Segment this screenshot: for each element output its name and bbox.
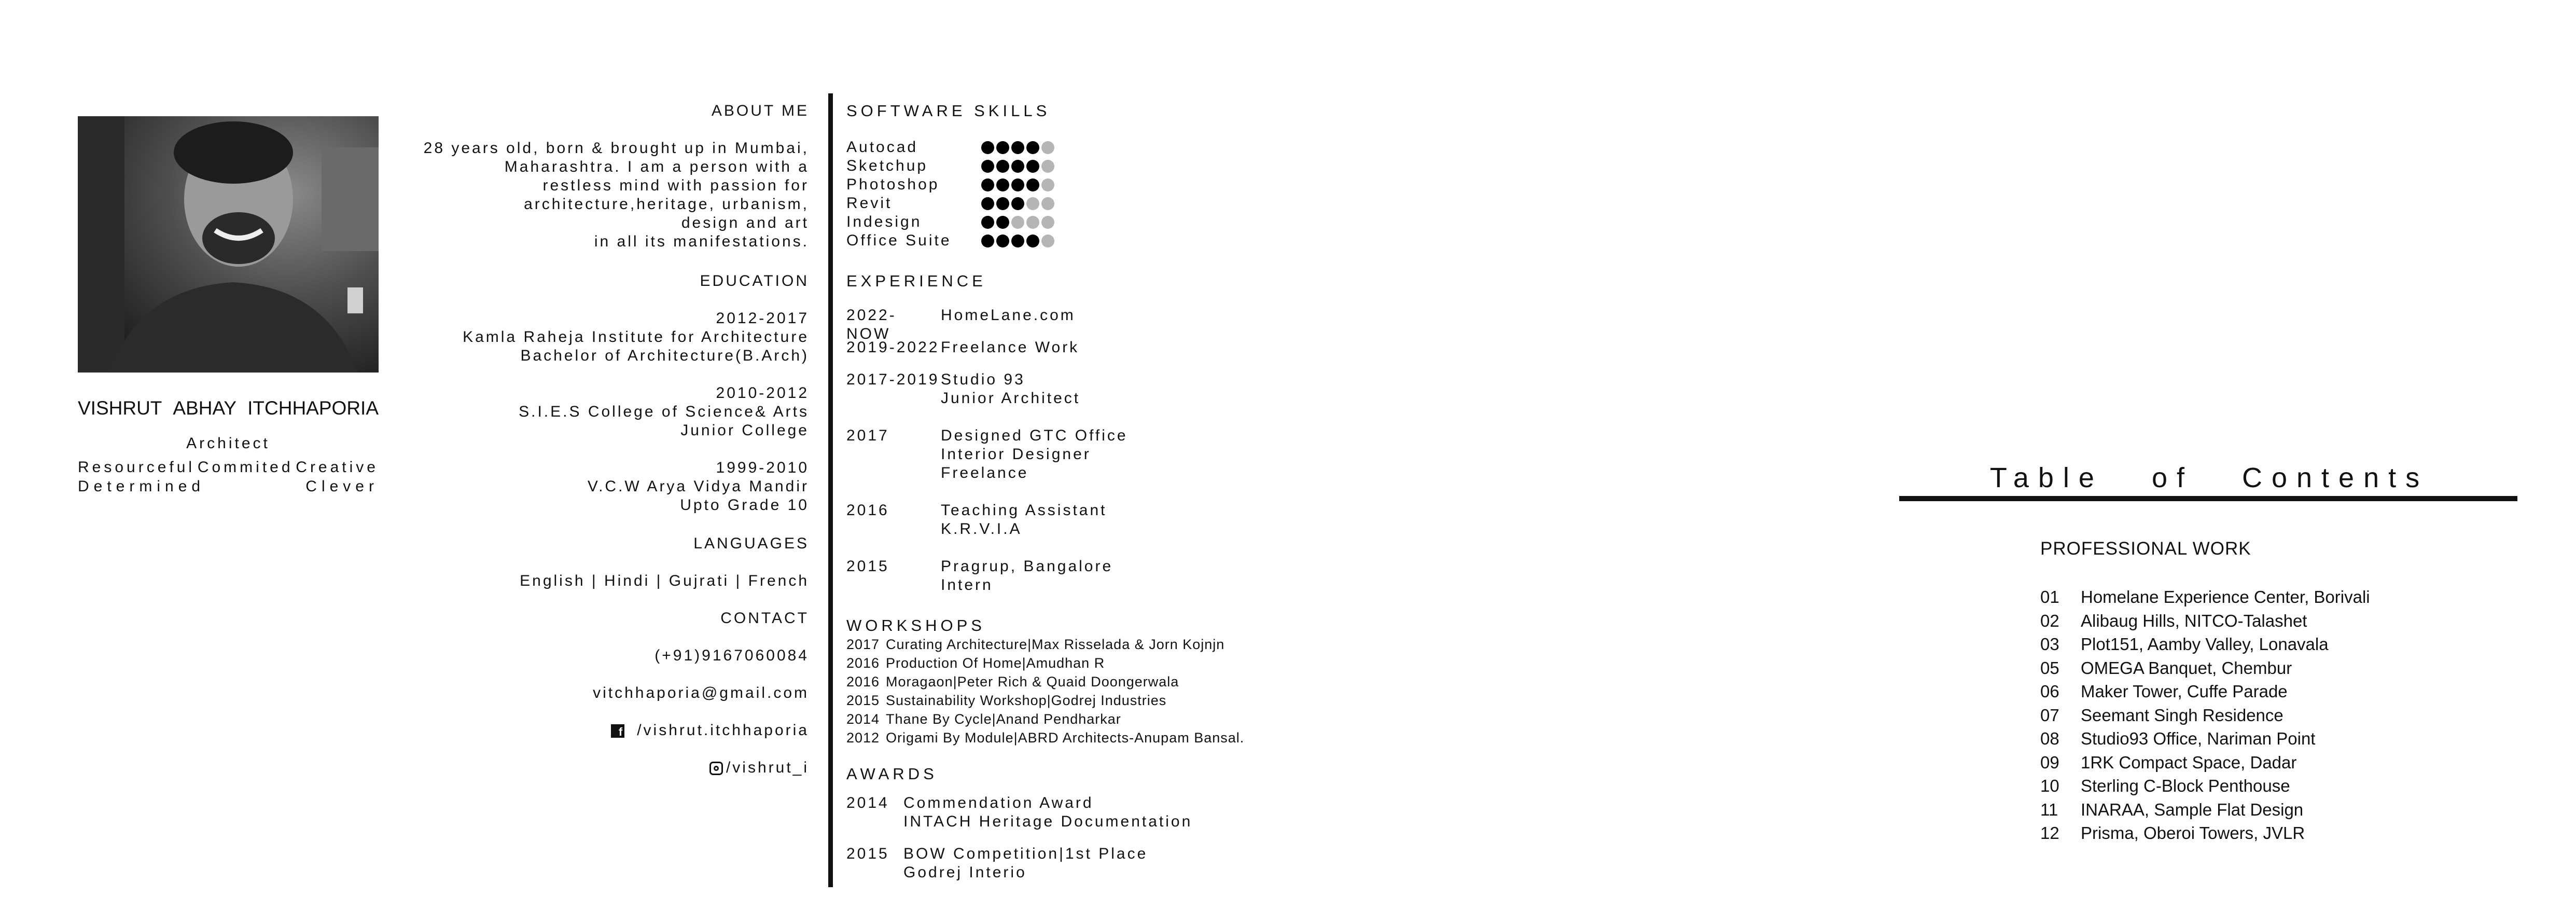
experience-entry	[846, 338, 1079, 357]
instagram-icon	[709, 762, 723, 775]
toc-item[interactable]: 07 Seemant Singh Residence	[2040, 705, 2283, 725]
toc-item[interactable]: 12 Prisma, Oberoi Towers, JVLR	[2040, 823, 2305, 843]
skill-row	[846, 213, 1054, 231]
award-year: 2015	[846, 845, 889, 862]
workshop-item: 2012 Origami By Module|ABRD Architects-Anupam Bansal.	[846, 730, 1245, 746]
instagram-handle: /vishrut_i	[726, 759, 809, 776]
middle-name: ABHAY	[173, 397, 237, 419]
facebook-icon: f	[611, 724, 624, 738]
experience-line: K.R.V.I.A	[941, 520, 1022, 537]
contact-heading: CONTACT	[720, 610, 809, 627]
experience-line: Pragrup, Bangalore	[941, 558, 1113, 575]
profile-role: Architect	[186, 435, 270, 452]
about-line: 28 years old, born & brought up in Mumbai,	[423, 140, 809, 157]
rating-dot-filled	[981, 160, 994, 173]
experience-line: Intern	[941, 576, 993, 594]
experience-heading: EXPERIENCE	[846, 272, 986, 290]
experience-line: Teaching Assistant	[941, 502, 1107, 519]
rating-dot-empty	[1026, 197, 1039, 210]
workshop-item: 2014 Thane By Cycle|Anand Pendharkar	[846, 711, 1121, 727]
experience-line: Freelance	[941, 464, 1029, 481]
education-school: Kamla Raheja Institute for Architecture	[463, 328, 809, 346]
skill-name: Office Suite	[846, 232, 952, 249]
toc-list	[2040, 585, 2370, 845]
rating-dot-empty	[1011, 216, 1024, 229]
rating-dot-empty	[1041, 141, 1054, 154]
rating-dot-empty	[1041, 160, 1054, 173]
toc-item[interactable]: 10 Sterling C-Block Penthouse	[2040, 776, 2290, 795]
workshop-item: 2016 Production Of Home|Amudhan R	[846, 655, 1105, 671]
award-line: BOW Competition|1st Place	[903, 845, 1148, 862]
workshop-item: 2016 Moragaon|Peter Rich & Quaid Doongerwala	[846, 674, 1179, 690]
about-line: Maharashtra. I am a person with a	[504, 158, 809, 175]
trait: Resourceful	[78, 459, 196, 476]
rating-dot-filled	[981, 178, 994, 191]
rating-dot-filled	[1026, 160, 1039, 173]
skill-row	[846, 231, 1054, 250]
skill-rating	[981, 235, 1054, 247]
rating-dot-empty	[1041, 178, 1054, 191]
profile-name	[78, 397, 379, 419]
award-line: Commendation Award	[903, 794, 1094, 811]
skill-rating	[981, 141, 1054, 154]
rating-dot-filled	[1026, 235, 1039, 247]
skill-row	[846, 194, 1054, 213]
rating-dot-filled	[981, 197, 994, 210]
workshops-heading: WORKSHOPS	[846, 616, 985, 635]
skill-rating	[981, 178, 1054, 191]
profile-photo	[78, 116, 379, 373]
languages-heading: LANGUAGES	[693, 535, 809, 552]
rating-dot-empty	[1041, 235, 1054, 247]
education-entry	[410, 384, 809, 440]
toc-underline	[1899, 496, 2517, 501]
contact-email[interactable]: vitchhaporia@gmail.com	[593, 684, 809, 701]
first-name: VISHRUT	[78, 397, 162, 419]
skill-row	[846, 175, 1054, 194]
about-line: in all its manifestations.	[594, 233, 809, 250]
rating-dot-empty	[1041, 197, 1054, 210]
contact-facebook[interactable]	[410, 721, 809, 740]
workshop-item: 2015 Sustainability Workshop|Godrej Industries	[846, 693, 1167, 708]
traits-row-1	[78, 459, 379, 476]
about-line: restless mind with passion for	[542, 177, 809, 194]
experience-entry	[846, 501, 1107, 539]
rating-dot-filled	[1011, 235, 1024, 247]
contact-instagram[interactable]	[410, 759, 809, 777]
education-years: 1999-2010	[716, 459, 809, 476]
rating-dot-filled	[996, 235, 1009, 247]
skill-name: Photoshop	[846, 176, 940, 193]
skill-rating	[981, 216, 1054, 229]
education-detail: Upto Grade 10	[680, 497, 809, 514]
experience-years: 2016	[846, 502, 889, 519]
last-name: ITCHHAPORIA	[247, 397, 379, 419]
rating-dot-filled	[996, 178, 1009, 191]
languages-text: English | Hindi | Gujrati | French	[520, 572, 809, 589]
award-entry	[846, 794, 1192, 831]
education-heading: EDUCATION	[700, 272, 809, 289]
experience-entry	[846, 370, 1080, 408]
rating-dot-filled	[996, 216, 1009, 229]
rating-dot-filled	[1011, 160, 1024, 173]
experience-line: HomeLane.com	[941, 307, 1076, 324]
experience-years: 2017-2019	[846, 371, 940, 388]
award-year: 2014	[846, 794, 889, 811]
skill-name: Indesign	[846, 213, 922, 230]
rating-dot-empty	[1041, 216, 1054, 229]
experience-line: Junior Architect	[941, 390, 1081, 407]
rating-dot-filled	[996, 160, 1009, 173]
rating-dot-filled	[1026, 141, 1039, 154]
toc-item[interactable]: 01 Homelane Experience Center, Borivali	[2040, 587, 2370, 606]
rating-dot-filled	[1026, 178, 1039, 191]
trait: Clever	[305, 478, 379, 495]
experience-line: Interior Designer	[941, 446, 1091, 463]
experience-years: 2019-2022	[846, 339, 940, 356]
education-detail: Bachelor of Architecture(B.Arch)	[520, 347, 809, 364]
education-years: 2012-2017	[716, 310, 809, 327]
about-heading: ABOUT ME	[711, 102, 809, 119]
education-years: 2010-2012	[716, 384, 809, 402]
toc-item[interactable]: 08 Studio93 Office, Nariman Point	[2040, 729, 2316, 748]
rating-dot-filled	[1011, 141, 1024, 154]
rating-dot-filled	[981, 235, 994, 247]
experience-line: Freelance Work	[941, 339, 1080, 356]
toc-subtitle: PROFESSIONAL WORK	[2040, 539, 2251, 559]
skill-rating	[981, 160, 1054, 173]
education-school: V.C.W Arya Vidya Mandir	[587, 478, 809, 495]
facebook-handle: /vishrut.itchhaporia	[637, 722, 809, 739]
toc-item[interactable]: 11 INARAA, Sample Flat Design	[2040, 799, 2304, 819]
toc-item[interactable]: 09 1RK Compact Space, Dadar	[2040, 752, 2297, 772]
education-entry	[410, 459, 809, 515]
toc-item[interactable]: 02 Alibaug Hills, NITCO-Talashet	[2040, 611, 2307, 630]
rating-dot-filled	[1011, 178, 1024, 191]
toc-item[interactable]: 05 OMEGA Banquet, Chembur	[2040, 658, 2292, 678]
toc-title: Table of Contents	[1989, 462, 2429, 493]
skills-list	[846, 138, 1054, 250]
award-line: INTACH Heritage Documentation	[903, 813, 1193, 830]
trait: Commited	[197, 459, 294, 476]
rating-dot-filled	[1011, 197, 1024, 210]
about-line: design and art	[681, 214, 809, 231]
rating-dot-filled	[981, 216, 994, 229]
education-school: S.I.E.S College of Science& Arts	[519, 403, 809, 420]
workshop-item: 2017 Curating Architecture|Max Risselada & Jorn Kojnjn	[846, 637, 1225, 652]
toc-item[interactable]: 03 Plot151, Aamby Valley, Lonavala	[2040, 635, 2329, 654]
rating-dot-empty	[1026, 216, 1039, 229]
skill-rating	[981, 197, 1054, 210]
skill-name: Revit	[846, 195, 893, 212]
experience-years: 2015	[846, 558, 889, 575]
about-text	[410, 139, 809, 251]
skill-name: Autocad	[846, 139, 918, 156]
trait: Creative	[296, 459, 379, 476]
awards-heading: AWARDS	[846, 765, 938, 783]
experience-line: Designed GTC Office	[941, 427, 1128, 444]
education-detail: Junior College	[680, 422, 809, 439]
experience-years: 2017	[846, 427, 889, 444]
experience-entry	[846, 426, 1128, 482]
about-line: architecture,heritage, urbanism,	[524, 196, 809, 213]
rating-dot-filled	[996, 141, 1009, 154]
award-entry	[846, 845, 1148, 882]
skill-row	[846, 138, 1054, 157]
skill-row	[846, 157, 1054, 175]
traits-row-2	[78, 478, 379, 495]
skills-heading: SOFTWARE SKILLS	[846, 102, 1051, 120]
contact-phone[interactable]: (+91)9167060084	[655, 647, 809, 664]
rating-dot-filled	[996, 197, 1009, 210]
column-divider	[828, 93, 833, 887]
rating-dot-filled	[981, 141, 994, 154]
skill-name: Sketchup	[846, 157, 928, 174]
experience-line: Studio 93	[941, 371, 1025, 388]
experience-entry	[846, 557, 1113, 595]
toc-item[interactable]: 06 Maker Tower, Cuffe Parade	[2040, 682, 2288, 701]
education-entry	[410, 309, 809, 365]
award-line: Godrej Interio	[903, 864, 1027, 881]
trait: Determined	[78, 478, 205, 495]
experience-years: 2022-NOW	[846, 307, 897, 342]
workshops-list	[846, 635, 1244, 747]
